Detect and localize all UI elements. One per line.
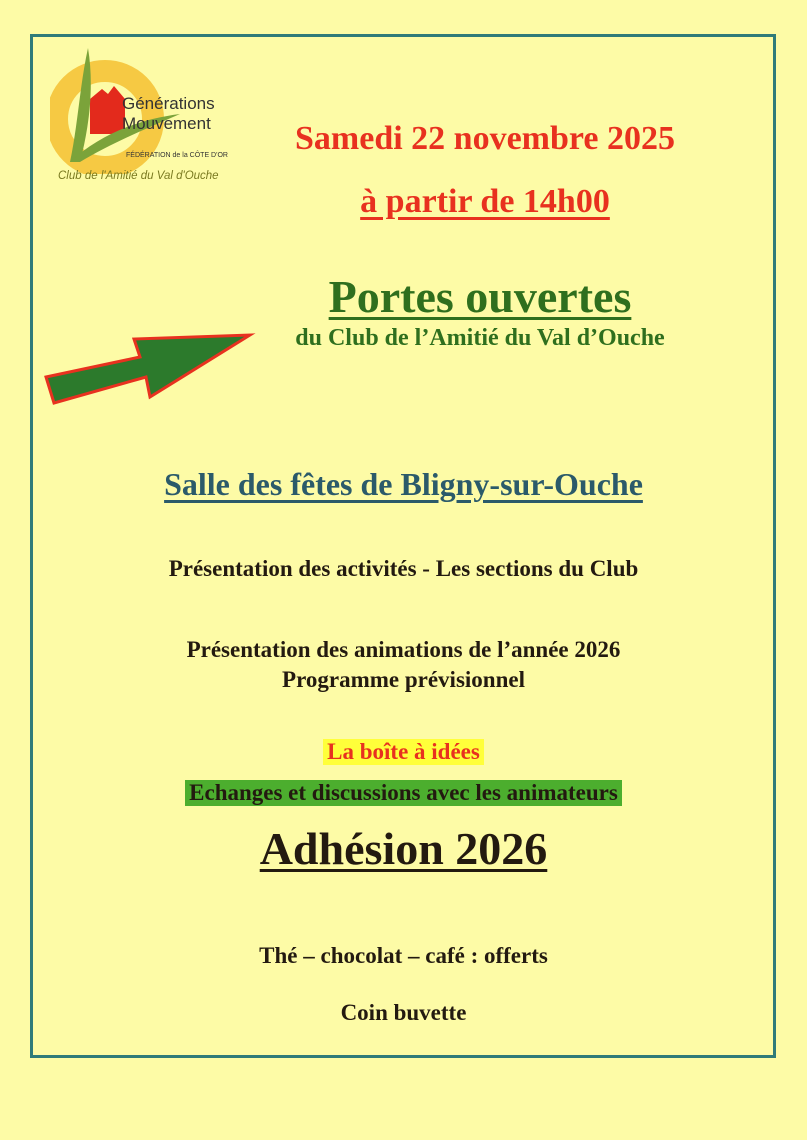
exchanges-text: Echanges et discussions avec les animateurs (185, 780, 622, 806)
bar: Coin buvette (340, 1000, 467, 1025)
event-time-text: à partir de 14h00 (360, 183, 610, 220)
venue-text: Salle des fêtes de Bligny-sur-Ouche (164, 466, 643, 502)
item-activities: Présentation des activités - Les sections du Club (168, 556, 639, 581)
membership (0, 822, 807, 875)
idea-box (0, 739, 807, 765)
event-title (290, 270, 670, 323)
item-animations: Présentation des animations de l’année 2026 (186, 637, 621, 662)
exchanges (0, 780, 807, 806)
arrow-icon (40, 325, 260, 415)
logo-club-name: Club de l'Amitié du Val d'Ouche (58, 170, 219, 182)
membership-text: Adhésion 2026 (259, 823, 548, 874)
logo (50, 44, 250, 194)
logo-text-generations: Générations (122, 94, 215, 113)
event-subtitle: du Club de l’Amitié du Val d’Ouche (295, 325, 665, 351)
venue (0, 466, 807, 503)
event-title-text: Portes ouvertes (328, 271, 632, 322)
drinks: Thé – chocolat – café : offerts (259, 943, 548, 968)
event-time (270, 183, 700, 221)
logo-federation: FÉDÉRATION de la CÔTE D'OR (126, 152, 228, 159)
event-date: Samedi 22 novembre 2025 (295, 120, 675, 157)
item-program: Programme prévisionnel (282, 667, 525, 692)
idea-box-text: La boîte à idées (323, 739, 484, 765)
logo-text-mouvement: Mouvement (122, 114, 211, 133)
